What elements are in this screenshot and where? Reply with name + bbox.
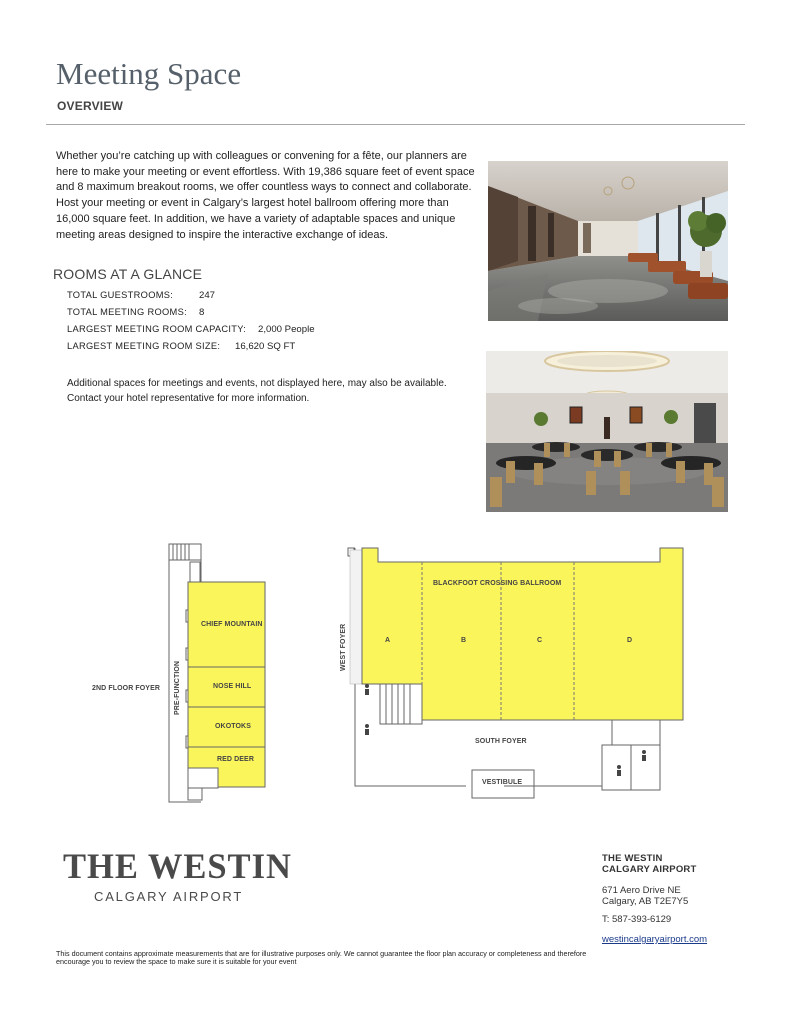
label-vestibule: VESTIBULE [482, 779, 523, 786]
hotel-name-line1: THE WESTIN [602, 853, 663, 864]
label-west-foyer: WEST FOYER [340, 623, 347, 671]
page-subtitle: OVERVIEW [57, 99, 124, 113]
website-link[interactable]: westincalgaryairport.com [602, 934, 708, 945]
availability-note: Additional spaces for meetings and events, not displayed here, may also be available. Contact your hotel representative for more information. [67, 378, 447, 404]
stat-room-size-label: LARGEST MEETING ROOM SIZE: [67, 341, 221, 351]
rooms-at-a-glance-heading: ROOMS AT A GLANCE [53, 266, 203, 282]
page-title: Meeting Space [56, 56, 242, 91]
label-ballroom: BLACKFOOT CROSSING BALLROOM [433, 580, 562, 587]
stat-capacity-value: 2,000 People [258, 324, 315, 335]
stat-meeting-rooms-label: TOTAL MEETING ROOMS: [67, 307, 187, 317]
label-chief-mountain: CHIEF MOUNTAIN [201, 621, 263, 628]
label-2nd-floor-foyer: 2ND FLOOR FOYER [92, 685, 161, 692]
westin-logo-subtitle: CALGARY AIRPORT [94, 889, 244, 904]
stat-guestrooms-label: TOTAL GUESTROOMS: [67, 290, 174, 300]
label-section-b: B [461, 637, 467, 644]
label-section-a: A [385, 637, 391, 644]
address-line1: 671 Aero Drive NE [602, 885, 681, 896]
address-line2: Calgary, AB T2E7Y5 [602, 896, 689, 907]
phone-number: T: 587-393-6129 [602, 914, 672, 925]
stat-guestrooms-value: 247 [199, 290, 216, 301]
label-okotoks: OKOTOKS [215, 723, 251, 730]
disclaimer-text: This document contains approximate measurements that are for illustrative purposes only. We cannot guarantee the floor plan accuracy or completeness and therefore encourage you to review the space to make sure it is suitable for your event [56, 949, 587, 967]
floor-plan [160, 540, 690, 805]
stat-meeting-rooms-value: 8 [199, 307, 205, 318]
ballroom-photo [486, 351, 728, 512]
label-section-c: C [537, 637, 543, 644]
foyer-photo [488, 161, 728, 321]
label-south-foyer: SOUTH FOYER [475, 738, 527, 745]
hotel-name-line2: CALGARY AIRPORT [602, 864, 697, 875]
header-divider [46, 124, 745, 125]
hotel-name-block [602, 853, 696, 875]
label-section-d: D [627, 637, 633, 644]
label-pre-function: PRE-FUNCTION [174, 660, 181, 715]
label-nose-hill: NOSE HILL [213, 683, 252, 690]
stat-room-size-value: 16,620 SQ FT [235, 341, 296, 352]
stat-capacity-label: LARGEST MEETING ROOM CAPACITY: [67, 324, 247, 334]
label-red-deer: RED DEER [217, 756, 254, 763]
intro-paragraph: Whether you’re catching up with colleagues or convening for a fête, our planners are here to make your meeting or event effortless. With 19,386 square feet of event space and 8 maximum breakout rooms, we offer countless ways to connect and collaborate. Host your meeting or event in Calgary’s largest hotel ballroom offering more than 16,000 square feet. In addition, we have a variety of adaptable spaces and unique meeting areas designed to inspire the interactive exchange of ideas. [56, 150, 475, 241]
westin-logo: THE WESTIN [63, 846, 292, 886]
